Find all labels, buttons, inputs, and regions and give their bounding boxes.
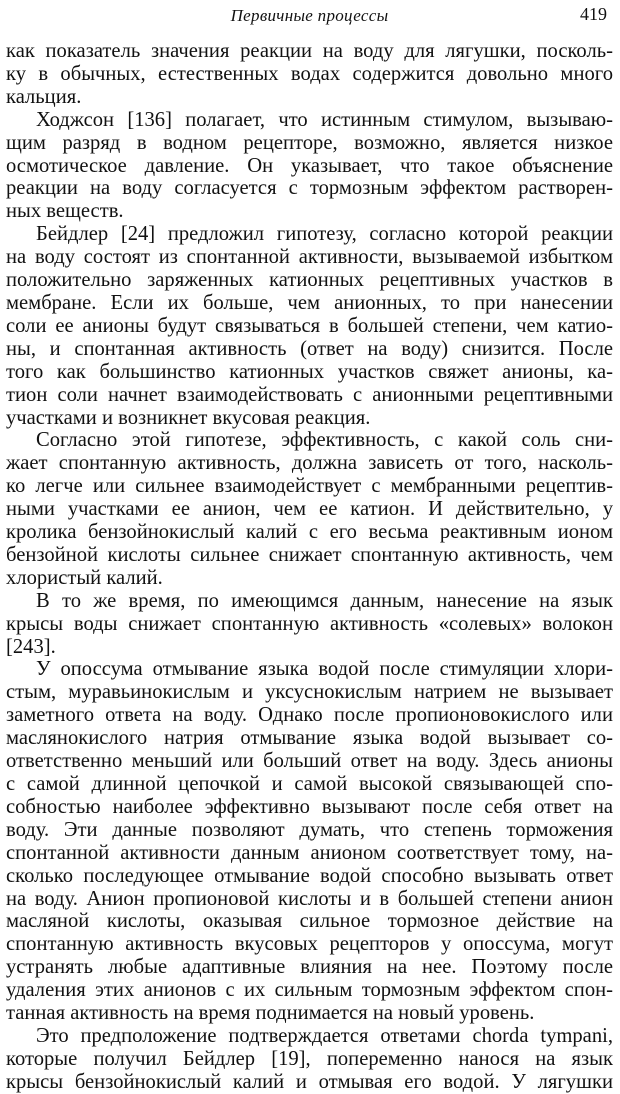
text-line: Согласно этой гипотезе, эффективность, с какой соль сни- xyxy=(36,429,613,452)
text-line: У опоссума отмывание языка водой после стимуляции хлори- xyxy=(36,658,613,681)
running-header xyxy=(6,0,613,40)
text-line: ными участками ее анион, чем ее катион. И действительно, у xyxy=(6,498,613,521)
paragraph xyxy=(6,109,613,224)
text-line: кролика бензойнокислый калий с его весьма реактивным ионом xyxy=(6,521,613,544)
text-line: танная активность на время поднимается на новый уровень. xyxy=(6,1002,535,1025)
running-header-title: Первичные процессы xyxy=(230,6,389,25)
text-line: ко легче или сильнее взаимодействует с мембранными рецептив- xyxy=(6,475,613,498)
paragraph xyxy=(6,429,613,589)
text-line: участками и возникнет вкусовая реакция. xyxy=(6,406,371,429)
text-line: тион соли начнет взаимодействовать с анионными рецептивными xyxy=(6,383,613,406)
text-line: Бейдлер [24] предложил гипотезу, согласно которой реакции xyxy=(36,223,613,246)
text-line: на воду состоят из спонтанной активности, вызываемой избытком xyxy=(6,246,613,269)
text-line: ных веществ. xyxy=(6,200,124,223)
paragraph xyxy=(6,590,613,659)
text-line: кальция. xyxy=(6,85,82,108)
paragraph xyxy=(6,1025,613,1094)
text-line: соли ее анионы будут связываться в большей степени, чем катио- xyxy=(6,314,613,337)
text-line: спонтанной активности данным анионом соответствует тому, на- xyxy=(6,841,613,864)
text-line: крысы бензойнокислый калий и отмывая его водой. У лягушки xyxy=(6,1070,613,1093)
text-line: осмотическое давление. Он указывает, что такое объяснение xyxy=(6,154,613,177)
text-line: стым, муравьинокислым и уксуснокислым натрием не вызывает xyxy=(6,681,613,704)
text-line: реакции на воду согласуется с тормозным эффектом растворен- xyxy=(6,177,613,200)
text-line: бензойной кислоты сильнее снижает спонтанную активность, чем xyxy=(6,543,613,566)
text-line: удаления этих анионов с их сильным тормозным эффектом спон- xyxy=(6,979,613,1002)
text-line: на воду. Анион пропионовой кислоты и в большей степени анион xyxy=(6,887,613,910)
text-line: заметного ответа на воду. Однако после пропионовокислого или xyxy=(6,704,613,727)
text-line: ответственно меньший или больший ответ на воду. Здесь анионы xyxy=(6,750,613,773)
text-line: мембране. Если их больше, чем анионных, то при нанесении xyxy=(6,291,613,314)
text-line: ны, и спонтанная активность (ответ на воду) снизится. После xyxy=(6,337,613,360)
paragraph xyxy=(6,658,613,1025)
text-line: воду. Эти данные позволяют думать, что степень торможения xyxy=(6,818,613,841)
text-line: устранять любые адаптивные влияния на нее. Поэтому после xyxy=(6,956,613,979)
text-line: В то же время, по имеющимся данным, нанесение на язык xyxy=(36,589,613,612)
page-number: 419 xyxy=(580,4,607,24)
text-line: щим разряд в водном рецепторе, возможно, является низкое xyxy=(6,131,613,154)
text-line: сколько последующее отмывание водой способно вызывать ответ xyxy=(6,864,613,887)
text-line: [243]. xyxy=(6,635,56,658)
text-line: с самой длинной цепочкой и самой высокой связывающей спо- xyxy=(6,773,613,795)
text-line: положительно заряженных катионных рецептивных участков в xyxy=(6,269,613,292)
paragraph xyxy=(6,223,613,429)
text-line: собностью наиболее эффективно вызывают после себя ответ на xyxy=(6,795,613,818)
text-line: маслянокислого натрия отмывание языка водой вызывает со- xyxy=(6,727,613,750)
text-line: хлористый калий. xyxy=(6,566,163,589)
text-line: Это предположение подтверждается ответами chorda tympani, xyxy=(36,1024,613,1047)
text-line: жает спонтанную активность, должна зависеть от того, насколь- xyxy=(6,452,613,475)
text-line: спонтанную активность вкусовых рецепторов у опоссума, могут xyxy=(6,933,613,956)
text-line: масляной кислоты, оказывая сильное тормозное действие на xyxy=(6,910,613,933)
text-line: как показатель значения реакции на воду для лягушки, посколь- xyxy=(6,40,613,62)
text-line: крысы воды снижает спонтанную активность «солевых» волокон xyxy=(6,612,613,635)
text-line: которые получил Бейдлер [19], попеременно нанося на язык xyxy=(6,1047,613,1070)
text-line: того как большинство катионных участков свяжет анионы, ка- xyxy=(6,360,613,383)
paragraph xyxy=(6,40,613,109)
text-line: ку в обычных, естественных водах содержится довольно много xyxy=(6,62,613,85)
text-line: Ходжсон [136] полагает, что истинным стимулом, вызываю- xyxy=(36,108,613,131)
body-text xyxy=(6,40,613,1094)
